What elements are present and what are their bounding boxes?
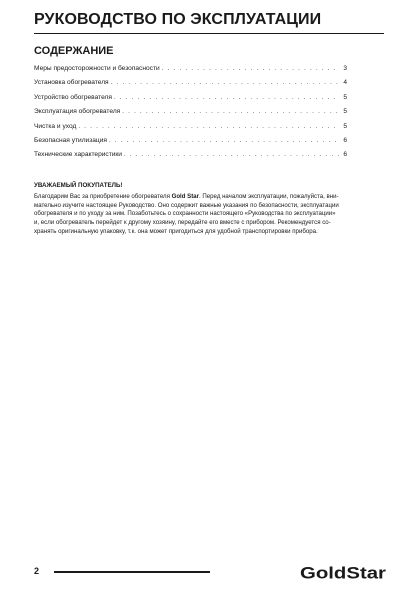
toc-dot-leader [124, 148, 339, 162]
toc-item-label: Установка обогревателя [34, 79, 109, 87]
toc-page-number: 4 [343, 79, 347, 87]
toc-page-number: 6 [343, 151, 347, 159]
toc-page-number: 6 [343, 136, 347, 144]
toc-item-label: Технические характеристики [34, 151, 122, 159]
toc-dot-leader [109, 134, 339, 148]
toc-item-cleaning[interactable] [34, 120, 347, 134]
toc-item-specs[interactable] [34, 148, 347, 162]
page-number: 2 [34, 566, 40, 576]
table-of-contents [34, 62, 347, 163]
intro-text: . Перед началом эксплуатации, пожалуйста, вни- [199, 193, 339, 200]
toc-item-installation[interactable] [34, 76, 347, 90]
toc-item-label: Устройство обогревателя [34, 93, 112, 101]
footer-divider [54, 571, 210, 573]
intro-line: мательно изучите настоящее Руководство. Оно содержит важные указания по безопасности, эксплуатации [34, 201, 339, 209]
toc-item-disposal[interactable] [34, 134, 347, 148]
intro-line [34, 193, 386, 202]
toc-heading: СОДЕРЖАНИЕ [34, 45, 114, 57]
intro-line: и, если обогреватель перейдет к другому хозяину, передайте его вместе с прибором. Рекомендуется со- [34, 219, 331, 227]
intro-paragraph [34, 193, 386, 237]
toc-dot-leader [114, 91, 339, 105]
toc-dot-leader [162, 62, 339, 76]
intro-line: обогревателя и по уходу за ним. Позаботьтесь о сохранности настоящего «Руководства по эксплуатации» [34, 210, 336, 218]
brand-name-inline: Gold Star [171, 193, 200, 200]
toc-item-operation[interactable] [34, 105, 347, 119]
toc-item-label: Безопасная утилизация [34, 136, 107, 144]
toc-page-number: 5 [343, 122, 347, 130]
toc-page-number: 3 [343, 65, 347, 72]
logo-wordmark: GoldStar [300, 563, 386, 582]
toc-page-number: 5 [343, 108, 347, 116]
intro-line: хранять оригинальную упаковку, т.к. она может пригодиться для удобной транспортировки прибора. [34, 227, 318, 235]
toc-dot-leader [111, 76, 339, 90]
toc-item-label: Эксплуатация обогревателя [34, 108, 121, 116]
toc-dot-leader [78, 120, 339, 134]
toc-item-device[interactable] [34, 91, 347, 105]
title-divider [34, 33, 384, 34]
intro-text: Благодарим Вас за приобретение обогревателя [34, 193, 172, 200]
goldstar-logo [300, 562, 386, 582]
page-title: РУКОВОДСТВО ПО ЭКСПЛУАТАЦИИ [34, 11, 322, 28]
toc-item-safety[interactable] [34, 62, 347, 76]
toc-item-label: Чистка и уход [34, 122, 77, 130]
toc-item-label: Меры предосторожности и безопасности [34, 65, 160, 72]
customer-greeting-heading: УВАЖАЕМЫЙ ПОКУПАТЕЛЬ! [34, 182, 123, 189]
toc-page-number: 5 [343, 93, 347, 101]
toc-dot-leader [122, 105, 339, 119]
